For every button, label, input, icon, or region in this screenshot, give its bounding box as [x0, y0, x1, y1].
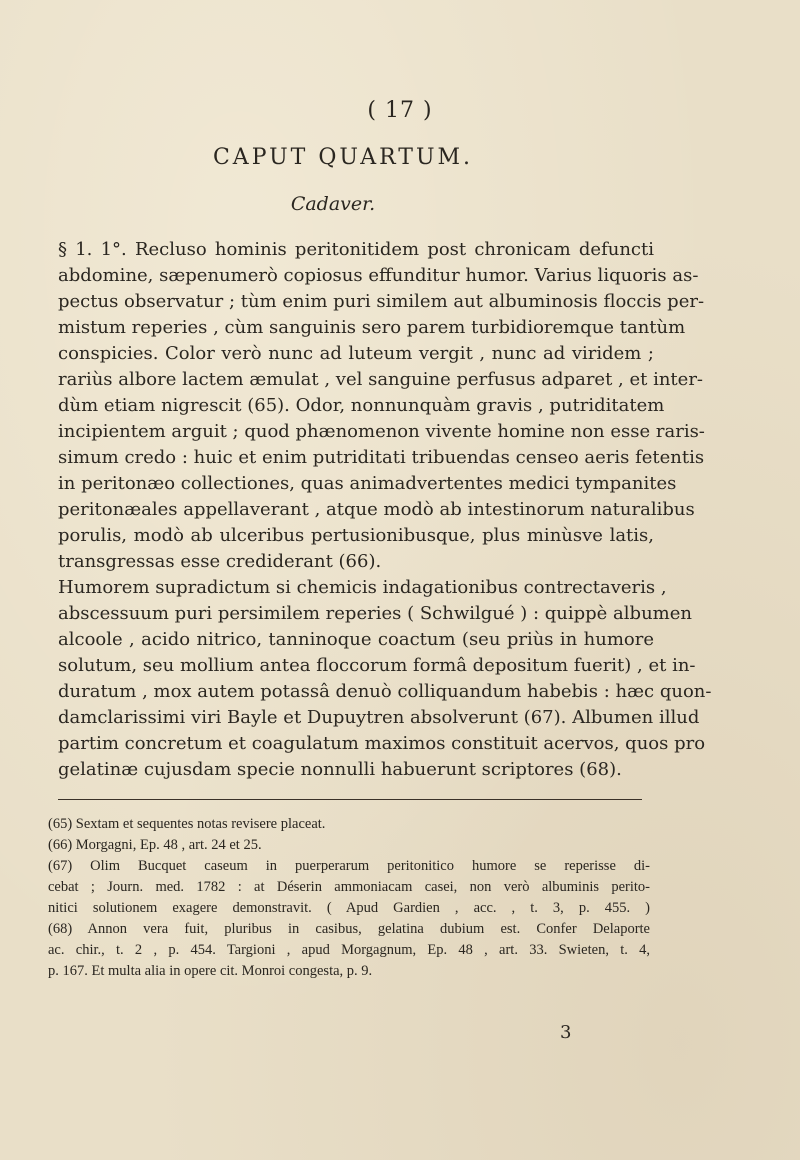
text-line: partim concretum et coagulatum maximos constituit acervos, quos pro	[58, 733, 706, 754]
chapter-title: CAPUT QUARTUM.	[212, 145, 474, 170]
text-line: rariùs albore lactem æmulat , vel sanguine perfusus adparet , et inter-	[58, 369, 704, 390]
text-line: § 1. 1°. Recluso hominis peritonitidem post chronicam defuncti	[58, 239, 654, 260]
text-line: peritonæales appellaverant , atque modò ab intestinorum naturalibus	[58, 499, 695, 520]
text-line: abdomine, sæpenumerò copiosus effunditur humor. Varius liquoris as-	[58, 265, 699, 286]
footnote-divider	[58, 799, 642, 800]
text-line: conspicies. Color verò nunc ad luteum vergit , nunc ad viridem ;	[58, 343, 654, 364]
text-line: incipientem arguit ; quod phænomenon vivente homine non esse raris-	[58, 421, 705, 442]
footnotes	[48, 814, 650, 982]
body-text	[58, 237, 712, 783]
text-line: duratum , mox autem potassâ denuò colliquandum habebis : hæc quon-	[58, 681, 712, 702]
footnote-line: (66) Morgagni, Ep. 48 , art. 24 et 25.	[48, 837, 262, 853]
text-line: simum credo : huic et enim putriditati tribuendas censeo aeris fetentis	[58, 447, 705, 468]
text-line: gelatinæ cujusdam specie nonnulli habuerunt scriptores (68).	[58, 759, 622, 780]
signature-mark: 3	[560, 1022, 572, 1043]
footnote-line: (67) Olim Bucquet caseum in puerperarum peritonitico humore se reperisse di-	[48, 858, 650, 874]
text-line: dùm etiam nigrescit (65). Odor, nonnunquàm gravis , putriditatem	[58, 395, 665, 416]
footnote-line: (68) Annon vera fuit, pluribus in casibus, gelatina dubium est. Confer Delaporte	[48, 921, 650, 937]
section-title: Cadaver.	[290, 193, 376, 215]
footnote-line: nitici solutionem exagere demonstravit. ( Apud Gardien , acc. , t. 3, p. 455. )	[48, 900, 650, 916]
text-line: porulis, modò ab ulceribus pertusionibusque, plus minùsve latis,	[58, 525, 654, 546]
text-line: transgressas esse crediderant (66).	[58, 551, 382, 572]
text-line: in peritonæo collectiones, quas animadvertentes medici tympanites	[58, 473, 677, 494]
page-number: ( 17 )	[367, 98, 433, 123]
footnote-line: cebat ; Journ. med. 1782 : at Déserin ammoniacam casei, non verò albuminis perito-	[48, 879, 650, 895]
text-line: alcoole , acido nitrico, tanninoque coactum (seu priùs in humore	[58, 629, 654, 650]
footnote-line: ac. chir., t. 2 , p. 454. Targioni , apud Morgagnum, Ep. 48 , art. 33. Swieten, t. 4,	[48, 942, 650, 958]
text-line: solutum, seu mollium antea floccorum formâ depositum fuerit) , et in-	[58, 655, 696, 676]
footnote-line: (65) Sextam et sequentes notas revisere placeat.	[48, 816, 326, 832]
text-line: Humorem supradictum si chemicis indagationibus contrectaveris ,	[58, 577, 667, 598]
text-line: mistum reperies , cùm sanguinis sero parem turbidioremque tantùm	[58, 317, 686, 338]
text-line: damclarissimi viri Bayle et Dupuytren absolverunt (67). Albumen illud	[58, 707, 700, 728]
footnote-line: p. 167. Et multa alia in opere cit. Monroi congesta, p. 9.	[48, 963, 373, 979]
text-line: abscessuum puri persimilem reperies ( Schwilgué ) : quippè albumen	[58, 603, 692, 624]
text-line: pectus observatur ; tùm enim puri similem aut albuminosis floccis per-	[58, 291, 705, 312]
